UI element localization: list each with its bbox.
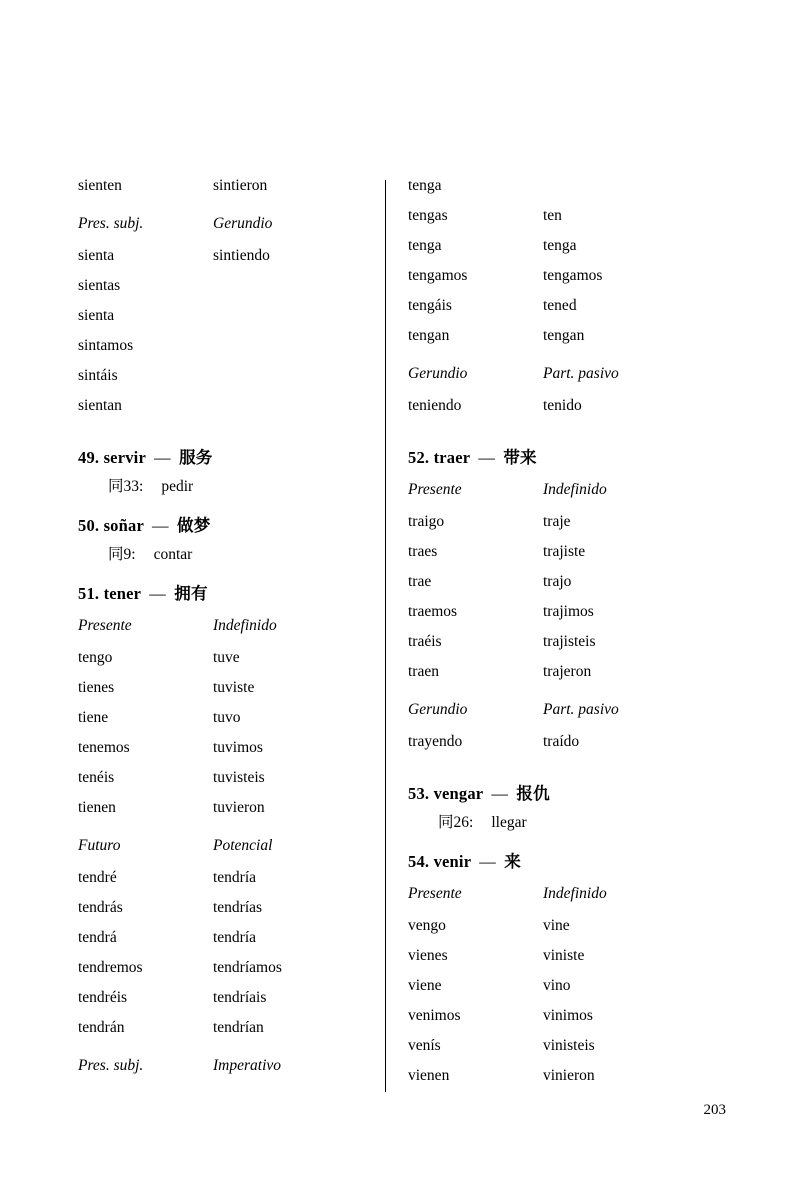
- conjugation-row: [78, 308, 378, 338]
- entry-number: 50.: [78, 516, 100, 535]
- tense-label: Pres. subj.: [78, 215, 144, 232]
- conjugation-form: sintamos: [78, 337, 134, 354]
- conjugation-form: traído: [543, 733, 580, 750]
- conjugation-form: traes: [408, 543, 438, 560]
- conjugation-form: tienen: [78, 799, 116, 816]
- conjugation-form: trajeron: [543, 663, 592, 680]
- conjugation-row: [78, 900, 378, 930]
- conjugation-form: tendría: [213, 869, 257, 886]
- entry-number: 53.: [408, 784, 430, 803]
- conjugation-row: [408, 328, 708, 358]
- cross-reference: [108, 542, 378, 564]
- conjugation-form: sienta: [78, 307, 115, 324]
- verb-entry-heading: [408, 848, 708, 872]
- conjugation-form: tuviste: [213, 679, 255, 696]
- conjugation-form: tendré: [78, 869, 117, 886]
- conjugation-row: [408, 1008, 708, 1038]
- conjugation-form: tienes: [78, 679, 115, 696]
- conjugation-row: [408, 1038, 708, 1068]
- conjugation-form: tendría: [213, 929, 257, 946]
- tense-label: Gerundio: [213, 215, 273, 232]
- right-column: [388, 178, 708, 1098]
- conjugation-form: tuvimos: [213, 739, 263, 756]
- conjugation-form: tengamos: [543, 267, 603, 284]
- verb-entry-heading: [408, 780, 708, 804]
- conjugation-form: sientas: [78, 277, 121, 294]
- conjugation-row: [408, 238, 708, 268]
- conjugation-row: [408, 664, 708, 694]
- conjugation-row: [78, 680, 378, 710]
- reference-label: 同: [108, 546, 124, 563]
- verb-entry-heading: [78, 580, 378, 604]
- conjugation-form: venimos: [408, 1007, 461, 1024]
- reference-target: pedir: [161, 478, 194, 495]
- entry-verb: venir: [433, 852, 471, 871]
- conjugation-row: [78, 960, 378, 990]
- entry-translation: 带来: [503, 448, 537, 467]
- conjugation-form: tendrías: [213, 899, 263, 916]
- entry-verb: soñar: [103, 516, 144, 535]
- conjugation-form: tenéis: [78, 769, 115, 786]
- conjugation-form: tenga: [408, 177, 442, 194]
- conjugation-form: tengan: [408, 327, 450, 344]
- conjugation-form: tendremos: [78, 959, 143, 976]
- cross-reference: [438, 810, 708, 832]
- conjugation-row: [408, 604, 708, 634]
- tense-label: Indefinido: [543, 481, 607, 498]
- verb-entry-heading: [78, 444, 378, 468]
- conjugation-row: [408, 634, 708, 664]
- entry-verb: traer: [433, 448, 470, 467]
- conjugation-form: teniendo: [408, 397, 462, 414]
- conjugation-form: vinieron: [543, 1067, 595, 1084]
- conjugation-row: [78, 278, 378, 308]
- conjugation-form: tendrán: [78, 1019, 125, 1036]
- tense-label: Gerundio: [408, 365, 468, 382]
- tense-header-row: [78, 216, 378, 248]
- tense-label: Part. pasivo: [543, 365, 619, 382]
- entry-verb: servir: [103, 448, 146, 467]
- tense-label: Gerundio: [408, 701, 468, 718]
- reference-target: contar: [153, 546, 193, 563]
- tense-header-row: [408, 482, 708, 514]
- conjugation-row: [78, 930, 378, 960]
- entry-number: 49.: [78, 448, 100, 467]
- conjugation-form: tuve: [213, 649, 240, 666]
- entry-translation: 来: [504, 852, 521, 871]
- tense-label: Indefinido: [213, 617, 277, 634]
- conjugation-form: tenido: [543, 397, 582, 414]
- conjugation-form: traje: [543, 513, 571, 530]
- conjugation-form: tengamos: [408, 267, 468, 284]
- conjugation-row: [408, 178, 708, 208]
- conjugation-row: [78, 398, 378, 428]
- conjugation-row: [78, 800, 378, 830]
- conjugation-row: [408, 948, 708, 978]
- verb-entry-heading: [408, 444, 708, 468]
- conjugation-form: trajisteis: [543, 633, 596, 650]
- tense-label: Futuro: [78, 837, 121, 854]
- two-column-body: [78, 178, 718, 1098]
- tense-header-row: [78, 618, 378, 650]
- conjugation-form: trayendo: [408, 733, 463, 750]
- conjugation-row: [78, 1020, 378, 1050]
- entry-number: 54.: [408, 852, 430, 871]
- conjugation-form: traigo: [408, 513, 445, 530]
- tense-header-row: [408, 886, 708, 918]
- entry-translation: 拥有: [174, 584, 208, 603]
- conjugation-form: tuvieron: [213, 799, 265, 816]
- conjugation-form: tendríais: [213, 989, 267, 1006]
- entry-dash: —: [154, 448, 171, 467]
- conjugation-form: tendrás: [78, 899, 123, 916]
- conjugation-form: vengo: [408, 917, 446, 934]
- conjugation-form: sienta: [78, 247, 115, 264]
- conjugation-form: trajo: [543, 573, 572, 590]
- conjugation-form: tenga: [408, 237, 442, 254]
- conjugation-form: sintáis: [78, 367, 118, 384]
- conjugation-form: tengo: [78, 649, 113, 666]
- entry-dash: —: [479, 852, 496, 871]
- reference-label: 同: [108, 478, 124, 495]
- conjugation-row: [408, 514, 708, 544]
- conjugation-form: tengan: [543, 327, 585, 344]
- conjugation-form: traéis: [408, 633, 442, 650]
- conjugation-form: venís: [408, 1037, 441, 1054]
- conjugation-row: [408, 574, 708, 604]
- conjugation-row: [78, 740, 378, 770]
- tense-header-row: [78, 1058, 378, 1090]
- conjugation-row: [78, 710, 378, 740]
- conjugation-row: [408, 298, 708, 328]
- conjugation-form: trajiste: [543, 543, 586, 560]
- entry-number: 52.: [408, 448, 430, 467]
- conjugation-form: vinisteis: [543, 1037, 595, 1054]
- conjugation-form: tendrá: [78, 929, 117, 946]
- conjugation-form: sientan: [78, 397, 122, 414]
- conjugation-form: vine: [543, 917, 570, 934]
- page-number: 203: [703, 1102, 726, 1118]
- conjugation-form: vienen: [408, 1067, 450, 1084]
- tense-label: Indefinido: [543, 885, 607, 902]
- conjugation-row: [78, 770, 378, 800]
- conjugation-form: sienten: [78, 177, 122, 194]
- conjugation-form: sintieron: [213, 177, 268, 194]
- conjugation-form: tuvisteis: [213, 769, 265, 786]
- conjugation-form: vienes: [408, 947, 448, 964]
- conjugation-form: tenga: [543, 237, 577, 254]
- conjugation-form: tengas: [408, 207, 448, 224]
- tense-header-row: [408, 366, 708, 398]
- conjugation-form: trae: [408, 573, 432, 590]
- tense-label: Part. pasivo: [543, 701, 619, 718]
- conjugation-row: [78, 650, 378, 680]
- conjugation-form: tened: [543, 297, 577, 314]
- conjugation-form: tendréis: [78, 989, 128, 1006]
- tense-label: Presente: [408, 481, 462, 498]
- verb-entry-heading: [78, 512, 378, 536]
- conjugation-form: trajimos: [543, 603, 594, 620]
- entry-dash: —: [491, 784, 509, 803]
- conjugation-form: viene: [408, 977, 442, 994]
- reference-number: 33:: [123, 478, 144, 495]
- reference-number: 9:: [123, 546, 136, 563]
- tense-label: Pres. subj.: [78, 1057, 144, 1074]
- entry-dash: —: [478, 448, 496, 467]
- tense-label: Presente: [78, 617, 132, 634]
- conjugation-row: [408, 918, 708, 948]
- conjugation-form: tiene: [78, 709, 109, 726]
- conjugation-row: [78, 870, 378, 900]
- entry-dash: —: [149, 584, 166, 603]
- conjugation-row: [408, 208, 708, 238]
- entry-verb: tener: [103, 584, 141, 603]
- conjugation-form: tengáis: [408, 297, 452, 314]
- entry-number: 51.: [78, 584, 100, 603]
- entry-dash: —: [152, 516, 169, 535]
- reference-number: 26:: [453, 814, 474, 831]
- tense-label: Imperativo: [213, 1057, 282, 1074]
- conjugation-row: [408, 1068, 708, 1098]
- reference-target: llegar: [491, 814, 527, 831]
- tense-label: Potencial: [213, 837, 273, 854]
- entry-translation: 服务: [179, 448, 213, 467]
- entry-translation: 做梦: [177, 516, 211, 535]
- conjugation-form: ten: [543, 207, 562, 224]
- reference-label: 同: [438, 814, 454, 831]
- conjugation-form: traemos: [408, 603, 458, 620]
- entry-verb: vengar: [433, 784, 484, 803]
- conjugation-row: [408, 734, 708, 764]
- conjugation-form: tendríamos: [213, 959, 282, 976]
- conjugation-row: [78, 248, 378, 278]
- tense-header-row: [408, 702, 708, 734]
- conjugation-row: [408, 268, 708, 298]
- tense-label: Presente: [408, 885, 462, 902]
- conjugation-row: [408, 978, 708, 1008]
- conjugation-row: [78, 338, 378, 368]
- conjugation-row: [78, 178, 378, 208]
- conjugation-form: vinimos: [543, 1007, 593, 1024]
- conjugation-form: tendrían: [213, 1019, 264, 1036]
- column-divider: [385, 180, 386, 1092]
- conjugation-form: viniste: [543, 947, 585, 964]
- conjugation-form: tuvo: [213, 709, 241, 726]
- entry-translation: 报仇: [516, 784, 550, 803]
- left-column: [78, 178, 378, 1090]
- conjugation-row: [408, 544, 708, 574]
- conjugation-row: [78, 368, 378, 398]
- conjugation-form: sintiendo: [213, 247, 270, 264]
- conjugation-form: vino: [543, 977, 571, 994]
- tense-header-row: [78, 838, 378, 870]
- conjugation-row: [78, 990, 378, 1020]
- conjugation-form: tenemos: [78, 739, 130, 756]
- conjugation-form: traen: [408, 663, 439, 680]
- cross-reference: [108, 474, 378, 496]
- conjugation-row: [408, 398, 708, 428]
